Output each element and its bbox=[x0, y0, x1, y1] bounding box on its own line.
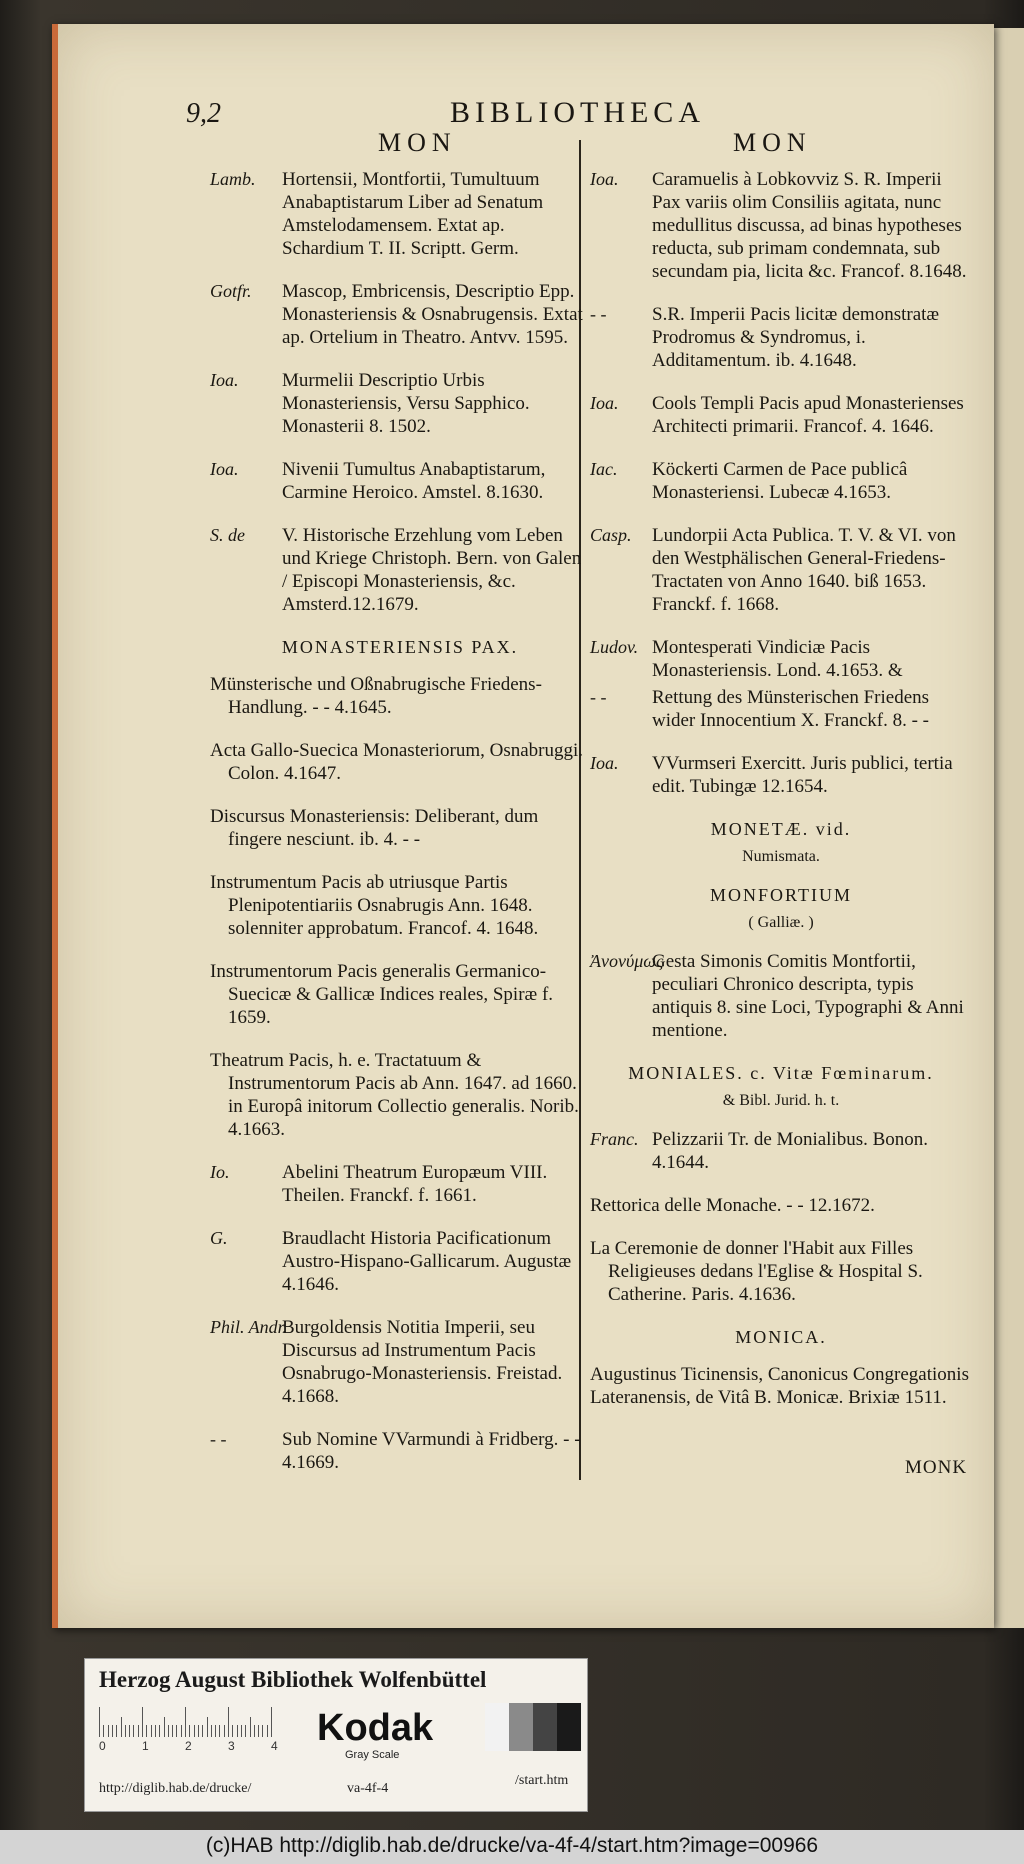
section-heading: MONETÆ. vid. bbox=[710, 819, 852, 839]
bib-entry bbox=[590, 950, 972, 1042]
bib-entry bbox=[590, 636, 972, 682]
entry-text: S.R. Imperii Pacis licitæ demonstratæ Prodromus & Syndromus, i. Additamentum. ib. 4.1648. bbox=[652, 304, 940, 371]
section-crossref: Numismata. bbox=[742, 848, 820, 865]
ruler-tick bbox=[262, 1725, 263, 1737]
swatch bbox=[485, 1703, 509, 1751]
author-forename: Ludov. bbox=[590, 637, 639, 657]
bib-entry bbox=[590, 458, 972, 504]
left-column bbox=[210, 168, 590, 1494]
ruler-tick bbox=[224, 1725, 225, 1737]
next-page-edge bbox=[990, 28, 1024, 1628]
ruler-tick bbox=[176, 1725, 177, 1737]
swatch bbox=[557, 1703, 581, 1751]
ruler-tick bbox=[103, 1725, 104, 1737]
card-url-left: http://diglib.hab.de/drucke/ bbox=[99, 1781, 252, 1796]
ruler-tick bbox=[245, 1725, 246, 1737]
author-forename: - - bbox=[590, 304, 607, 324]
entry-text: V. Historische Erzehlung vom Leben und Kriege Christoph. Bern. von Galen / Episcopi Monasteriensis, &c. Amsterd.12.1679. bbox=[282, 525, 582, 615]
left-column-head: MON bbox=[378, 128, 457, 157]
entry-text: Köckerti Carmen de Pace publicâ Monasteriensi. Lubecæ 4.1653. bbox=[652, 459, 908, 503]
ruler-tick bbox=[215, 1725, 216, 1737]
ruler-tick bbox=[237, 1725, 238, 1737]
entry-text: Braudlacht Historia Pacificationum Austro-Hispano-Gallicarum. Augustæ 4.1646. bbox=[282, 1228, 572, 1295]
author-forename: Ioa. bbox=[590, 393, 619, 413]
card-url-right: /start.htm bbox=[515, 1773, 569, 1788]
bib-entry bbox=[590, 752, 972, 798]
bib-entry bbox=[590, 1128, 972, 1174]
entry-text: Abelini Theatrum Europæum VIII. Theilen. Franckf. f. 1661. bbox=[282, 1162, 548, 1206]
gray-swatches bbox=[485, 1703, 581, 1751]
bib-entry bbox=[210, 524, 590, 616]
bib-entry bbox=[210, 1428, 590, 1474]
ruler-tick bbox=[125, 1725, 126, 1737]
ruler-tick bbox=[116, 1725, 117, 1737]
bib-entry: Theatrum Pacis, h. e. Tractatuum & Instrumentorum Pacis ab Ann. 1647. ad 1660. in Europâ initorum Collectio generalis. Norib. 4.1663. bbox=[210, 1050, 579, 1140]
right-column-head: MON bbox=[733, 128, 812, 157]
author-forename: Phil. Andr. bbox=[210, 1317, 288, 1337]
bib-entry: Instrumentorum Pacis generalis Germanico-Suecicæ & Gallicæ Indices reales, Spiræ f. 1659. bbox=[210, 961, 554, 1028]
ruler-tick bbox=[108, 1725, 109, 1737]
ruler-number: 1 bbox=[142, 1739, 149, 1753]
bib-entry: Rettorica delle Monache. - - 12.1672. bbox=[590, 1195, 875, 1216]
right-column bbox=[590, 168, 972, 1429]
card-shelfmark: va-4f-4 bbox=[347, 1781, 389, 1796]
author-forename: S. de bbox=[210, 525, 245, 545]
bib-entry: Discursus Monasteriensis: Deliberant, dum fingere nesciunt. ib. 4. - - bbox=[210, 806, 539, 850]
ruler-tick bbox=[232, 1725, 233, 1737]
author-forename: Ioa. bbox=[590, 169, 619, 189]
author-forename: Iac. bbox=[590, 459, 618, 479]
section-crossref: ( Galliæ. ) bbox=[748, 914, 814, 931]
bib-entry bbox=[210, 369, 590, 438]
bib-entry bbox=[590, 168, 972, 283]
author-forename: Ioa. bbox=[590, 753, 619, 773]
entry-text: Lundorpii Acta Publica. T. V. & VI. von den Westphälischen General-Friedens-Tractaten von Anno 1640. biß 1653. Franckf. f. 1668. bbox=[652, 525, 956, 615]
bib-entry bbox=[210, 1227, 590, 1296]
ruler-tick bbox=[99, 1707, 100, 1737]
bib-entry: Acta Gallo-Suecica Monasteriorum, Osnabruggi. Colon. 4.1647. bbox=[210, 740, 584, 784]
entry-text: Rettung des Münsterischen Friedens wider Innocentium X. Franckf. 8. - - bbox=[652, 687, 930, 731]
ruler-tick bbox=[185, 1707, 186, 1737]
bib-entry: Augustinus Ticinensis, Canonicus Congregationis Lateranensis, de Vitâ B. Monicæ. Brixiæ 1511. bbox=[590, 1364, 969, 1408]
ruler-tick bbox=[254, 1725, 255, 1737]
ruler-tick bbox=[155, 1725, 156, 1737]
ruler-tick bbox=[121, 1717, 122, 1737]
entry-text: Pelizzarii Tr. de Monialibus. Bonon. 4.1644. bbox=[652, 1129, 929, 1173]
section-heading: MONIALES. c. Vitæ Fœminarum. bbox=[628, 1063, 934, 1083]
calibration-card bbox=[84, 1658, 588, 1812]
author-forename: - - bbox=[590, 687, 607, 707]
ruler-tick bbox=[138, 1725, 139, 1737]
author-forename: Ἀνονύμως bbox=[590, 951, 664, 971]
entry-text: Mascop, Embricensis, Descriptio Epp. Monasteriensis & Osnabrugensis. Extat ap. Ortelium in Theatro. Antvv. 1595. bbox=[282, 281, 583, 348]
ruler-tick bbox=[133, 1725, 134, 1737]
author-forename: G. bbox=[210, 1228, 228, 1248]
author-forename: Franc. bbox=[590, 1129, 639, 1149]
ruler-tick bbox=[164, 1717, 165, 1737]
ruler-tick bbox=[267, 1725, 268, 1737]
bib-entry: Münsterische und Oßnabrugische Friedens-Handlung. - - 4.1645. bbox=[210, 674, 542, 718]
bib-entry bbox=[590, 686, 972, 732]
ruler bbox=[99, 1703, 309, 1737]
entry-text: Gesta Simonis Comitis Montfortii, peculiari Chronico descripta, typis antiquis 8. sine Loci, Typographi & Anni mentione. bbox=[652, 951, 964, 1041]
swatch bbox=[533, 1703, 557, 1751]
entry-text: Nivenii Tumultus Anabaptistarum, Carmine Heroico. Amstel. 8.1630. bbox=[282, 459, 546, 503]
ruler-tick bbox=[181, 1725, 182, 1737]
bib-entry bbox=[210, 168, 590, 260]
swatch bbox=[509, 1703, 533, 1751]
page-number: 9,2 bbox=[186, 98, 221, 129]
ruler-tick bbox=[198, 1725, 199, 1737]
bib-entry bbox=[210, 1161, 590, 1207]
ruler-tick bbox=[202, 1725, 203, 1737]
entry-text: Hortensii, Montfortii, Tumultuum Anabaptistarum Liber ad Senatum Amstelodamensem. Extat ap. Schardium T. II. Scriptt. Germ. bbox=[282, 169, 544, 259]
ruler-tick bbox=[250, 1717, 251, 1737]
ruler-number: 2 bbox=[185, 1739, 192, 1753]
ruler-tick bbox=[146, 1725, 147, 1737]
ruler-tick bbox=[189, 1725, 190, 1737]
footer-copyright-url: (c)HAB http://diglib.hab.de/drucke/va-4f-4/start.htm?image=00966 bbox=[205, 1834, 819, 1857]
author-forename: Lamb. bbox=[210, 169, 256, 189]
author-forename: - - bbox=[210, 1429, 227, 1449]
section-heading: MONICA. bbox=[735, 1327, 827, 1347]
ruler-tick bbox=[194, 1725, 195, 1737]
ruler-number: 3 bbox=[228, 1739, 235, 1753]
bib-entry bbox=[590, 392, 972, 438]
ruler-tick bbox=[211, 1725, 212, 1737]
ruler-tick bbox=[129, 1725, 130, 1737]
author-forename: Gotfr. bbox=[210, 281, 252, 301]
section-heading: MONFORTIUM bbox=[710, 885, 852, 905]
ruler-tick bbox=[151, 1725, 152, 1737]
section-heading: MONASTERIENSIS PAX. bbox=[281, 637, 519, 657]
ruler-tick bbox=[207, 1717, 208, 1737]
bib-entry bbox=[210, 458, 590, 504]
ruler-tick bbox=[142, 1707, 143, 1737]
bib-entry: La Ceremonie de donner l'Habit aux Filles Religieuses dedans l'Eglise & Hospital S. Catherine. Paris. 4.1636. bbox=[590, 1238, 923, 1305]
ruler-number: 4 bbox=[271, 1739, 278, 1753]
ruler-tick bbox=[172, 1725, 173, 1737]
ruler-tick bbox=[258, 1725, 259, 1737]
entry-text: Cools Templi Pacis apud Monasterienses Architecti primarii. Francof. 4. 1646. bbox=[652, 393, 964, 437]
entry-text: Murmelii Descriptio Urbis Monasteriensis, Versu Sapphico. Monasterii 8. 1502. bbox=[282, 370, 530, 437]
library-name: Herzog August Bibliothek Wolfenbüttel bbox=[99, 1667, 487, 1692]
kodak-logo: Kodak bbox=[317, 1707, 434, 1749]
bib-entry bbox=[210, 1316, 590, 1408]
catchword: MONK bbox=[905, 1457, 968, 1478]
ruler-tick bbox=[228, 1707, 229, 1737]
author-forename: Casp. bbox=[590, 525, 632, 545]
entry-text: Caramuelis à Lobkovviz S. R. Imperii Pax variis olim Consiliis agitata, nunc medullitus discussa, ad binas hypotheses reducta, sub primam condemnata, sub secundam pia, licita &c. Francof. 8.1648. bbox=[652, 169, 967, 282]
author-forename: Io. bbox=[210, 1162, 230, 1182]
entry-text: Sub Nomine VVarmundi à Fridberg. - - 4.1669. bbox=[282, 1429, 581, 1473]
gray-scale-label: Gray Scale bbox=[345, 1749, 400, 1761]
ruler-number: 0 bbox=[99, 1739, 106, 1753]
ruler-tick bbox=[159, 1725, 160, 1737]
entry-text: Montesperati Vindiciæ Pacis Monasteriensis. Lond. 4.1653. & bbox=[652, 637, 903, 681]
ruler-tick bbox=[219, 1725, 220, 1737]
bib-entry bbox=[210, 280, 590, 349]
ruler-tick bbox=[241, 1725, 242, 1737]
entry-text: Burgoldensis Notitia Imperii, seu Discursus ad Instrumentum Pacis Osnabrugo-Monasteriensis. Freistad. 4.1668. bbox=[282, 1317, 563, 1407]
bib-entry bbox=[590, 303, 972, 372]
ruler-tick bbox=[112, 1725, 113, 1737]
entry-text: VVurmseri Exercitt. Juris publici, tertia edit. Tubingæ 12.1654. bbox=[652, 753, 953, 797]
section-crossref: & Bibl. Jurid. h. t. bbox=[722, 1092, 840, 1109]
author-forename: Ioa. bbox=[210, 459, 239, 479]
ruler-tick bbox=[271, 1707, 272, 1737]
bib-entry: Instrumentum Pacis ab utriusque Partis Plenipotentiariis Osnabrugis Ann. 1648. solenniter approbatum. Francof. 4. 1648. bbox=[210, 872, 539, 939]
running-title: BIBLIOTHECA bbox=[450, 96, 705, 129]
author-forename: Ioa. bbox=[210, 370, 239, 390]
bib-entry bbox=[590, 524, 972, 616]
ruler-tick bbox=[168, 1725, 169, 1737]
